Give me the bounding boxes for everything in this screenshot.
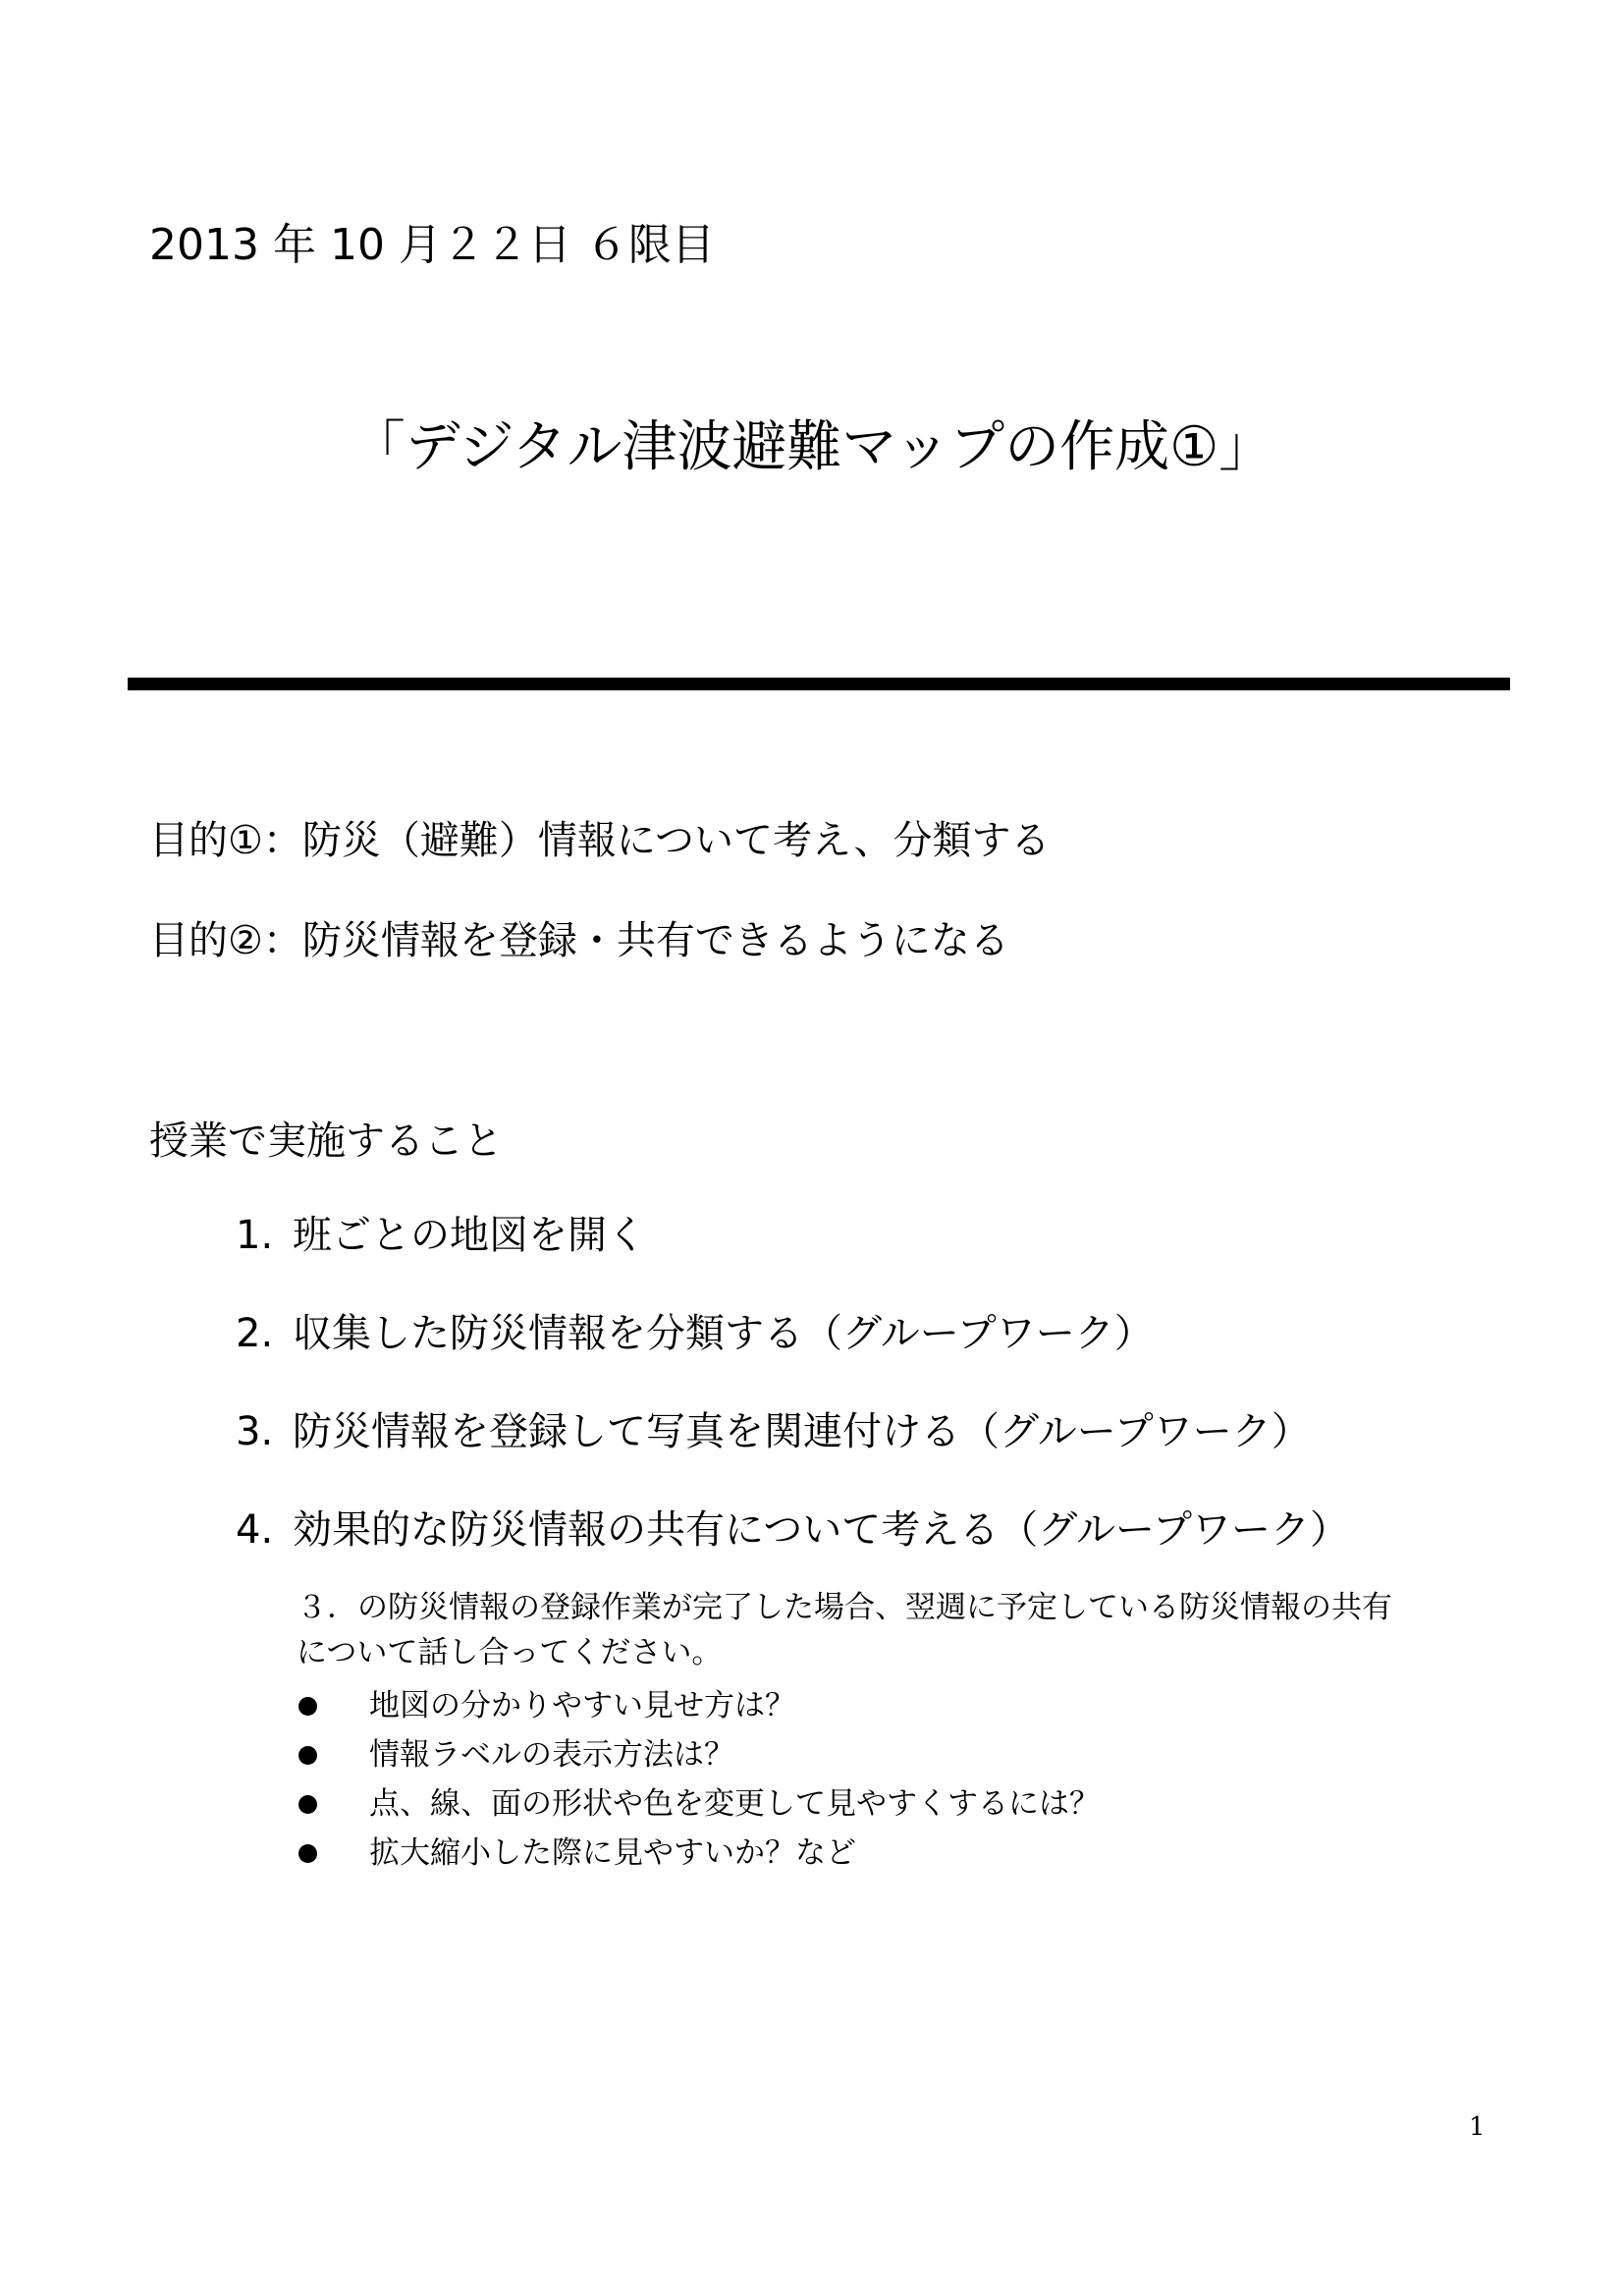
goal-2: 目的②：防災情報を登録・共有できるようになる	[149, 918, 1009, 963]
bullet-item	[297, 1780, 1100, 1828]
step-number: 3.	[236, 1409, 274, 1454]
step-number: 1.	[236, 1213, 274, 1258]
step-4-note	[297, 1585, 1485, 1675]
note-line-2: について話し合ってください。	[297, 1635, 723, 1670]
bullet-text: 地図の分かりやすい見せ方は？	[369, 1688, 795, 1723]
discussion-points	[297, 1682, 1100, 1879]
step-text: 収集した防災情報を分類する（グループワーク）	[293, 1311, 1154, 1356]
activity-step-2	[236, 1308, 1349, 1359]
document-title: 「デジタル津波避難マップの作成①」	[350, 415, 1274, 479]
bullet-dot-icon	[298, 1795, 317, 1814]
step-text: 班ごとの地図を開く	[293, 1213, 646, 1258]
bullet-item	[297, 1830, 1100, 1877]
activity-step-1	[236, 1210, 1349, 1261]
note-line-1: ３．の防災情報の登録作業が完了した場合、翌週に予定している防災情報の共有	[297, 1590, 1392, 1625]
page-number: 1	[1469, 2112, 1486, 2142]
activity-step-3	[236, 1406, 1349, 1457]
bullet-item	[297, 1731, 1100, 1778]
date-line: 2013 年 10 月２２日 ６限目	[149, 220, 715, 270]
bullet-text: 点、線、面の形状や色を変更して見やすくするには？	[369, 1786, 1100, 1822]
step-number: 2.	[236, 1311, 274, 1356]
bullet-text: 拡大縮小した際に見やすいか？など	[369, 1835, 856, 1871]
step-text: 防災情報を登録して写真を関連付ける（グループワーク）	[293, 1409, 1311, 1454]
goal-1: 目的①：防災（避難）情報について考え、分類する	[149, 818, 1051, 863]
bullet-item	[297, 1682, 1100, 1729]
activities-heading: 授業で実施すること	[149, 1119, 503, 1164]
bullet-dot-icon	[298, 1746, 317, 1765]
activity-steps	[236, 1210, 1349, 1603]
bullet-text: 情報ラベルの表示方法は？	[369, 1737, 734, 1773]
horizontal-rule	[128, 678, 1510, 690]
step-text: 効果的な防災情報の共有について考える（グループワーク）	[293, 1507, 1349, 1553]
bullet-dot-icon	[298, 1844, 317, 1863]
activity-step-4	[236, 1504, 1349, 1556]
step-number: 4.	[236, 1507, 274, 1553]
bullet-dot-icon	[298, 1697, 317, 1716]
